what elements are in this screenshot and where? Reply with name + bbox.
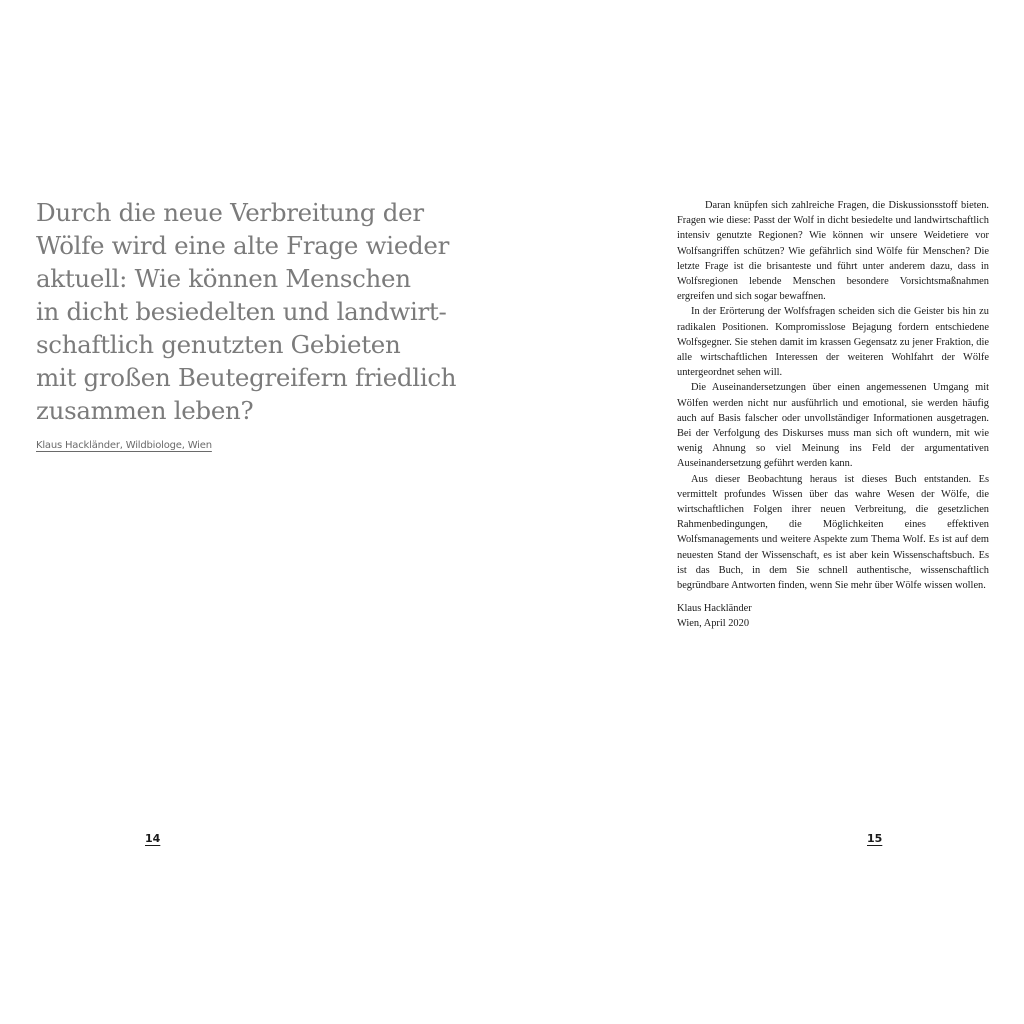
quote-line: aktuell: Wie können Menschen [36,264,411,293]
quote-line: schaftlich genutzten Gebieten [36,330,401,359]
quote-line: Wölfe wird eine alte Frage wieder [36,231,450,260]
body-text [677,198,989,593]
quote-line: mit großen Beutegreifern friedlich [36,363,457,392]
paragraph: In der Erörterung der Wolfsfragen scheiden sich die Geister bis hin zu radikalen Positionen. Kompromisslose Bejagung fordern entschiedene Wolfsgegner. Sie stehen damit im krassen Gegensatz zu jener Fraktion, die alle wirtschaftlichen Interessen der weiteren Wohlfahrt der Wölfe untergeordnet sehen will. [677,306,989,379]
quote-line: in dicht besiedelten und landwirt- [36,297,447,326]
paragraph: Daran knüpfen sich zahlreiche Fragen, die Diskussionsstoff bieten. Fragen wie diese: Passt der Wolf in dicht besiedelte und landwirtschaftlich intensiv genutzte Regionen? Wie können wir unsere Weidetiere vor Wolfsangriffen schützen? Wie gefährlich sind Wölfe für Menschen? Die letzte Frage ist die brisanteste und führt unter anderem dazu, dass in Wolfsregionen lebende Menschen besondere Vorsichtsmaßnahmen ergreifen und sich sogar bewaffnen. [677,200,989,303]
right-page [512,0,1024,1024]
quote-line: Durch die neue Verbreitung der [36,198,424,227]
signature-name: Klaus Hackländer [677,603,752,614]
quote-attribution: Klaus Hackländer, Wildbiologe, Wien [36,440,212,451]
page-number-right: 15 [867,832,883,845]
page-number-left: 14 [145,832,161,845]
paragraph: Die Auseinandersetzungen über einen angemessenen Umgang mit Wölfen werden nicht nur ausführlich und emotional, sie werden häufig auch auf Basis falscher oder unvollständiger Informationen ausgetragen. Bei der Verfolgung des Diskurses muss man sich oft wundern, mit wie wenig Ahnung so viel Meinung ins Feld der argumentativen Auseinandersetzung geführt werden kann. [677,382,989,470]
paragraph: Aus dieser Beobachtung heraus ist dieses Buch entstanden. Es vermittelt profundes Wissen über das wahre Wesen der Wölfe, die wirtschaftlichen Folgen ihrer neuen Verbreitung, die gesetzlichen Rahmenbedingungen, die Möglichkeiten eines effektiven Wolfsmanagements und weitere Aspekte zum Thema Wolf. Es ist auf dem neuesten Stand der Wissenschaft, es ist aber kein Wissenschaftsbuch. Es ist das Buch, in dem Sie schnell authentische, wissenschaftlich begründbare Antworten finden, wenn Sie mehr über Wölfe wissen wollen. [677,473,989,592]
quote-line: zusammen leben? [36,396,254,425]
pull-quote [36,196,476,427]
signature-place-date: Wien, April 2020 [677,618,750,630]
signature [677,601,752,631]
